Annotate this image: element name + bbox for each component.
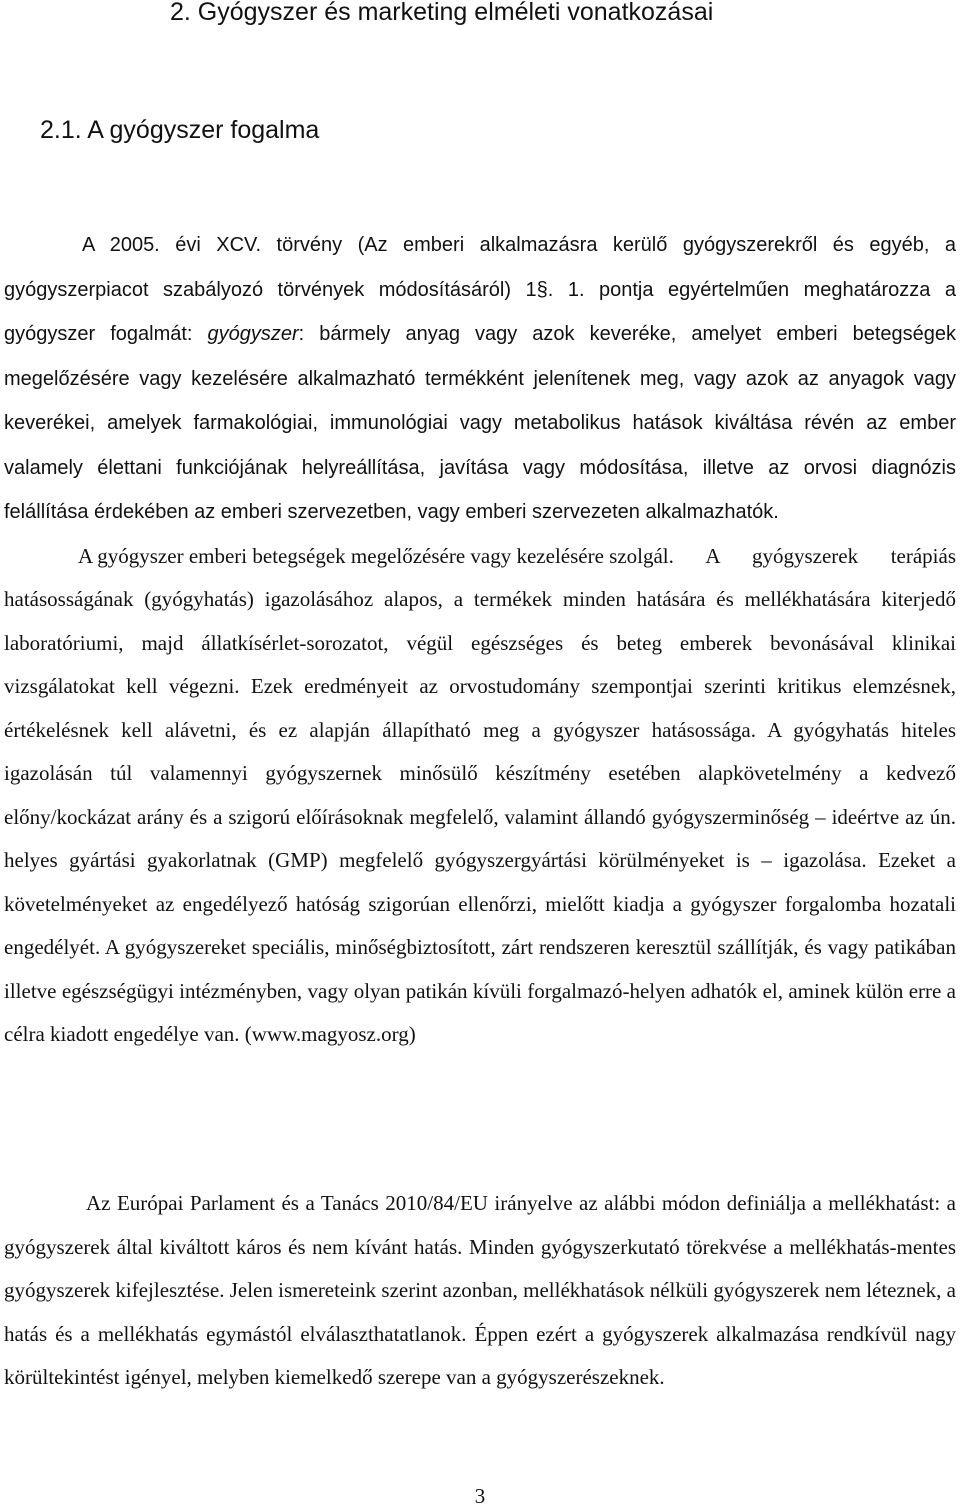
section-heading: 2.1. A gyógyszer fogalma [40, 116, 320, 144]
defined-term [208, 323, 299, 345]
defined-term-italic: gyógyszer [207, 323, 299, 345]
page-number: 3 [474, 1484, 486, 1508]
chapter-heading: 2. Gyógyszer és marketing elméleti vonatkozásai [170, 0, 714, 26]
law-reference: A 2005. évi XCV. törvény (Az emberi alkalmazásra kerülő gyógyszerekről és egyéb, a gyógyszerpiacot szabályozó törvények módosításáról) 1§. 1. pontja egyértelműen meghatározza a gyógyszer fogalmát: [4, 234, 956, 345]
paragraph-drug-definition [4, 223, 956, 1057]
definition-text: : bármely anyag vagy azok keveréke, amelyet emberi betegségek megelőzésére vagy kezelésére alkalmazható termékként jelenítenek meg, vagy azok az anyagok vagy keverékei, amelyek farmakológiai, immunológiai vagy metabolikus hatások kiváltása révén az ember valamely élettani funkciójának helyreállítása, javítása vagy módosítása, illetve az orvosi diagnózis felállítása érdekében az emberi szervezetben, vagy emberi szervezeten alkalmazhatók. [4, 323, 957, 523]
paragraph-continuation: A gyógyszerek terápiás hatásosságának (gyógyhatás) igazolásához alapos, a termékek minden hatására és mellékhatására kiterjedő laboratóriumi, majd állatkísérlet-sorozatot, végül egészséges és beteg emberek bevonásával klinikai vizsgálatokat kell végezni. Ezek eredményeit az orvostudomány szempontjai szerinti kritikus elemzésnek, értékelésnek kell alávetni, és ez alapján állapítható meg a gyógyszer hatásossága. A gyógyhatás hiteles igazolásán túl valamennyi gyógyszernek minősülő készítmény esetében alapkövetelmény a kedvező előny/kockázat arány és a szigorú előírásoknak megfelelő, valamint állandó gyógyszerminőség – ideértve az ún. helyes gyártási gyakorlatnak (GMP) megfelelő gyógyszergyártási körülményeket is – igazolása. Ezeket a követelményeket az engedélyező hatóság szigorúan ellenőrzi, mielőtt kiadja a gyógyszer forgalomba hozatali engedélyét. A gyógyszereket speciális, minőségbiztosított, zárt rendszeren keresztül szállítják, és vagy patikában illetve egészségügyi intézményben, vagy olyan patikán kívüli forgalmazó-helyen adhatók el, aminek külön erre a célra kiadott engedélye van. (www.magyosz.org) [4, 543, 956, 1046]
purpose-sentence: A gyógyszer emberi betegségek megelőzésére vagy kezelésére szolgál. [78, 543, 674, 568]
paragraph-side-effects: Az Európai Parlament és a Tanács 2010/84/EU irányelve az alábbi módon definiálja a mellékhatást: a gyógyszerek által kiváltott káros és nem kívánt hatás. Minden gyógyszerkutató törekvése a mellékhatás-mentes gyógyszerek kifejlesztése. Jelen ismereteink szerint azonban, mellékhatások nélküli gyógyszerek nem léteznek, a hatás és a mellékhatás egymástól elválaszthatatlanok. Éppen ezért a gyógyszerek alkalmazása rendkívül nagy körültekintést igényel, melyben kiemelkedő szerepe van a gyógyszerészeknek. [4, 1191, 956, 1389]
